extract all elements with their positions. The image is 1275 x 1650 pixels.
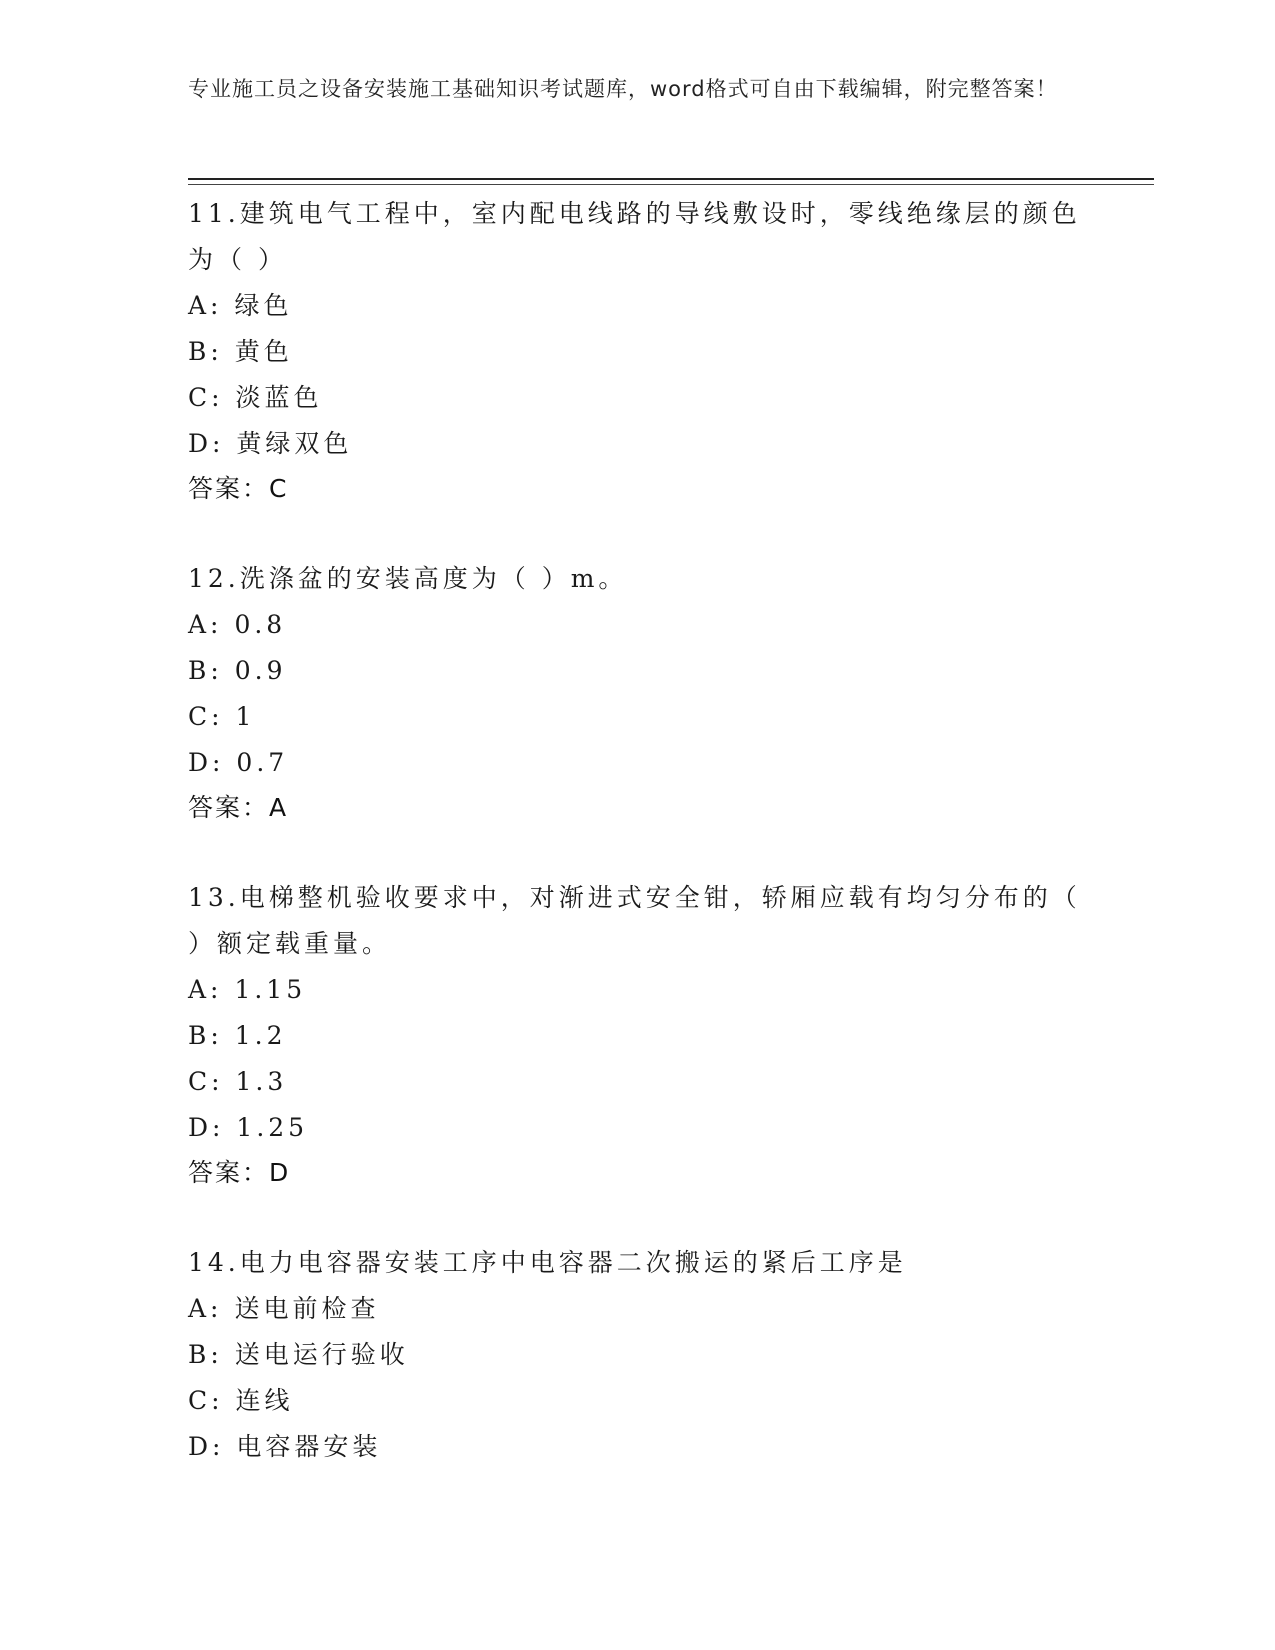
document-header: 专业施工员之设备安装施工基础知识考试题库，word格式可自由下载编辑，附完整答案！ <box>188 77 1058 101</box>
option-label: C: <box>188 1067 224 1096</box>
option-text: 黄色 <box>234 337 293 366</box>
option-label: B: <box>188 337 223 366</box>
option-label: B: <box>188 656 223 685</box>
option-label: A: <box>188 610 223 639</box>
option-a <box>188 1286 1088 1332</box>
option-label: A: <box>188 291 223 320</box>
option-text: 1 <box>235 702 256 731</box>
option-label: D: <box>188 429 225 458</box>
option-text: 淡蓝色 <box>235 383 323 412</box>
question-14 <box>188 1240 1088 1470</box>
header-divider-thin <box>188 184 1154 185</box>
question-stem: 11.建筑电气工程中，室内配电线路的导线敷设时，零线绝缘层的颜色为（ ） <box>188 199 1081 274</box>
option-text: 1.15 <box>234 975 307 1004</box>
option-text: 送电运行验收 <box>234 1340 409 1369</box>
option-text: 送电前检查 <box>234 1294 380 1323</box>
option-d <box>188 1424 1088 1470</box>
option-a <box>188 283 1088 329</box>
answer-line: 答案：C <box>188 474 289 503</box>
question-stem: 12.洗涤盆的安装高度为（ ）m。 <box>188 564 628 593</box>
header-divider-thick <box>188 178 1154 180</box>
answer-line: 答案：D <box>188 1158 291 1187</box>
option-b <box>188 329 1088 375</box>
option-label: B: <box>188 1021 223 1050</box>
question-13 <box>188 875 1088 1195</box>
option-text: 绿色 <box>234 291 293 320</box>
option-text: 1.2 <box>234 1021 287 1050</box>
option-label: C: <box>188 702 224 731</box>
option-label: D: <box>188 1432 225 1461</box>
question-list <box>188 191 1088 1515</box>
question-stem: 13.电梯整机验收要求中，对渐进式安全钳，轿厢应载有均匀分布的（ ）额定载重量。 <box>188 883 1081 958</box>
option-c <box>188 1378 1088 1424</box>
option-a <box>188 602 1088 648</box>
option-text: 1.25 <box>236 1113 309 1142</box>
option-text: 0.8 <box>234 610 287 639</box>
option-label: A: <box>188 1294 223 1323</box>
question-11 <box>188 191 1088 511</box>
option-d <box>188 1105 1088 1151</box>
option-b <box>188 1013 1088 1059</box>
option-text: 0.7 <box>236 748 289 777</box>
option-a <box>188 967 1088 1013</box>
option-b <box>188 648 1088 694</box>
answer-line: 答案：A <box>188 793 289 822</box>
option-label: A: <box>188 975 223 1004</box>
question-12 <box>188 556 1088 830</box>
option-label: C: <box>188 1386 224 1415</box>
option-text: 1.3 <box>235 1067 288 1096</box>
option-text: 0.9 <box>234 656 287 685</box>
option-text: 黄绿双色 <box>236 429 353 458</box>
option-label: D: <box>188 1113 225 1142</box>
question-stem: 14.电力电容器安装工序中电容器二次搬运的紧后工序是 <box>188 1248 907 1277</box>
option-label: D: <box>188 748 225 777</box>
option-d <box>188 421 1088 467</box>
option-label: B: <box>188 1340 223 1369</box>
option-text: 电容器安装 <box>236 1432 382 1461</box>
option-b <box>188 1332 1088 1378</box>
option-c <box>188 1059 1088 1105</box>
option-c <box>188 694 1088 740</box>
option-d <box>188 740 1088 786</box>
option-label: C: <box>188 383 224 412</box>
option-text: 连线 <box>235 1386 294 1415</box>
option-c <box>188 375 1088 421</box>
